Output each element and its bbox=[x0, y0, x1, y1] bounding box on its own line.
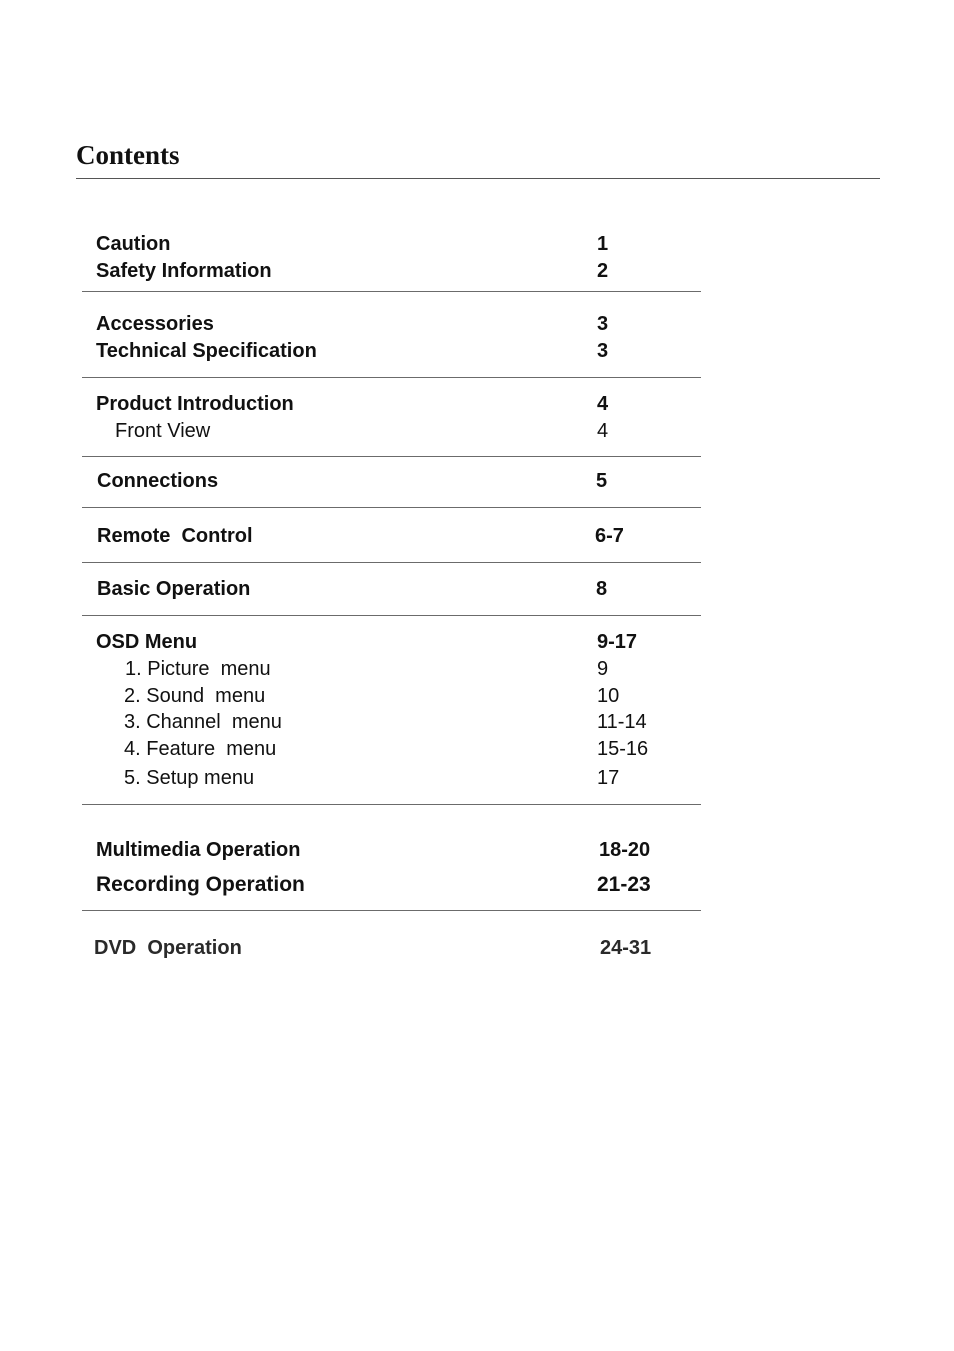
toc-entry-page: 5 bbox=[596, 470, 608, 492]
toc-entry-label: 3. Channel menu bbox=[124, 711, 282, 733]
toc-entry-accessories[interactable] bbox=[0, 311, 954, 337]
toc-entry-page: 17 bbox=[597, 767, 620, 789]
toc-entry-label: Technical Specification bbox=[96, 340, 317, 362]
toc-entry-technical-specification[interactable] bbox=[0, 338, 954, 364]
toc-entry-page: 9-17 bbox=[597, 631, 638, 653]
section-divider bbox=[82, 456, 701, 457]
toc-entry-page: 3 bbox=[597, 340, 609, 362]
title-divider bbox=[76, 178, 880, 179]
toc-entry-product-introduction[interactable] bbox=[0, 391, 954, 417]
page-title: Contents bbox=[76, 140, 180, 170]
toc-entry-label: DVD Operation bbox=[94, 937, 242, 959]
toc-entry-caution[interactable] bbox=[0, 231, 954, 257]
toc-entry-page: 18-20 bbox=[599, 839, 651, 861]
toc-entry-label: Safety Information bbox=[96, 260, 272, 282]
toc-entry-label: 5. Setup menu bbox=[124, 767, 255, 789]
toc-entry-label: Basic Operation bbox=[97, 578, 251, 600]
section-divider bbox=[82, 291, 701, 292]
toc-entry-page: 21-23 bbox=[597, 873, 651, 896]
toc-entry-multimedia-operation[interactable] bbox=[0, 837, 954, 863]
toc-entry-page: 9 bbox=[597, 658, 609, 680]
toc-entry-page: 11-14 bbox=[597, 711, 647, 733]
toc-entry-page: 4 bbox=[597, 420, 609, 442]
toc-entry-safety-information[interactable] bbox=[0, 258, 954, 284]
toc-entry-remote-control[interactable] bbox=[0, 523, 954, 549]
toc-entry-label: 2. Sound menu bbox=[124, 685, 266, 707]
section-divider bbox=[82, 910, 701, 911]
toc-entry-page: 2 bbox=[597, 260, 609, 282]
toc-entry-page: 24-31 bbox=[600, 937, 652, 959]
section-divider bbox=[82, 562, 701, 563]
toc-entry-basic-operation[interactable] bbox=[0, 576, 954, 602]
toc-entry-channel-menu[interactable] bbox=[0, 709, 954, 735]
section-divider bbox=[82, 615, 701, 616]
section-divider bbox=[82, 804, 701, 805]
toc-entry-label: Accessories bbox=[96, 313, 214, 335]
toc-entry-connections[interactable] bbox=[0, 468, 954, 494]
toc-entry-label: OSD Menu bbox=[96, 631, 198, 653]
section-divider bbox=[82, 377, 701, 378]
toc-entry-front-view[interactable] bbox=[0, 418, 954, 444]
toc-entry-label: 1. Picture menu bbox=[125, 658, 271, 680]
toc-entry-page: 1 bbox=[597, 233, 609, 255]
toc-entry-label: Product Introduction bbox=[96, 393, 294, 415]
toc-entry-recording-operation[interactable] bbox=[0, 872, 954, 898]
toc-entry-page: 6-7 bbox=[595, 525, 624, 547]
toc-entry-page: 3 bbox=[597, 313, 609, 335]
toc-entry-dvd-operation[interactable] bbox=[0, 935, 954, 961]
toc-entry-label: Remote Control bbox=[97, 525, 253, 547]
section-divider bbox=[82, 507, 701, 508]
toc-entry-page: 10 bbox=[597, 685, 620, 707]
toc-entry-label: 4. Feature menu bbox=[124, 738, 277, 760]
toc-entry-feature-menu[interactable] bbox=[0, 736, 954, 762]
toc-entry-label: Connections bbox=[97, 470, 219, 492]
toc-entry-page: 8 bbox=[596, 578, 608, 600]
toc-entry-page: 15-16 bbox=[597, 738, 649, 760]
toc-entry-osd-menu[interactable] bbox=[0, 629, 954, 655]
toc-entry-label: Recording Operation bbox=[96, 873, 305, 896]
toc-entry-label: Caution bbox=[96, 233, 171, 255]
toc-entry-page: 4 bbox=[597, 393, 609, 415]
toc-entry-label: Front View bbox=[115, 420, 211, 442]
toc-entry-sound-menu[interactable] bbox=[0, 683, 954, 709]
toc-entry-picture-menu[interactable] bbox=[0, 656, 954, 682]
toc-entry-setup-menu[interactable] bbox=[0, 765, 954, 791]
toc-entry-label: Multimedia Operation bbox=[96, 839, 301, 861]
